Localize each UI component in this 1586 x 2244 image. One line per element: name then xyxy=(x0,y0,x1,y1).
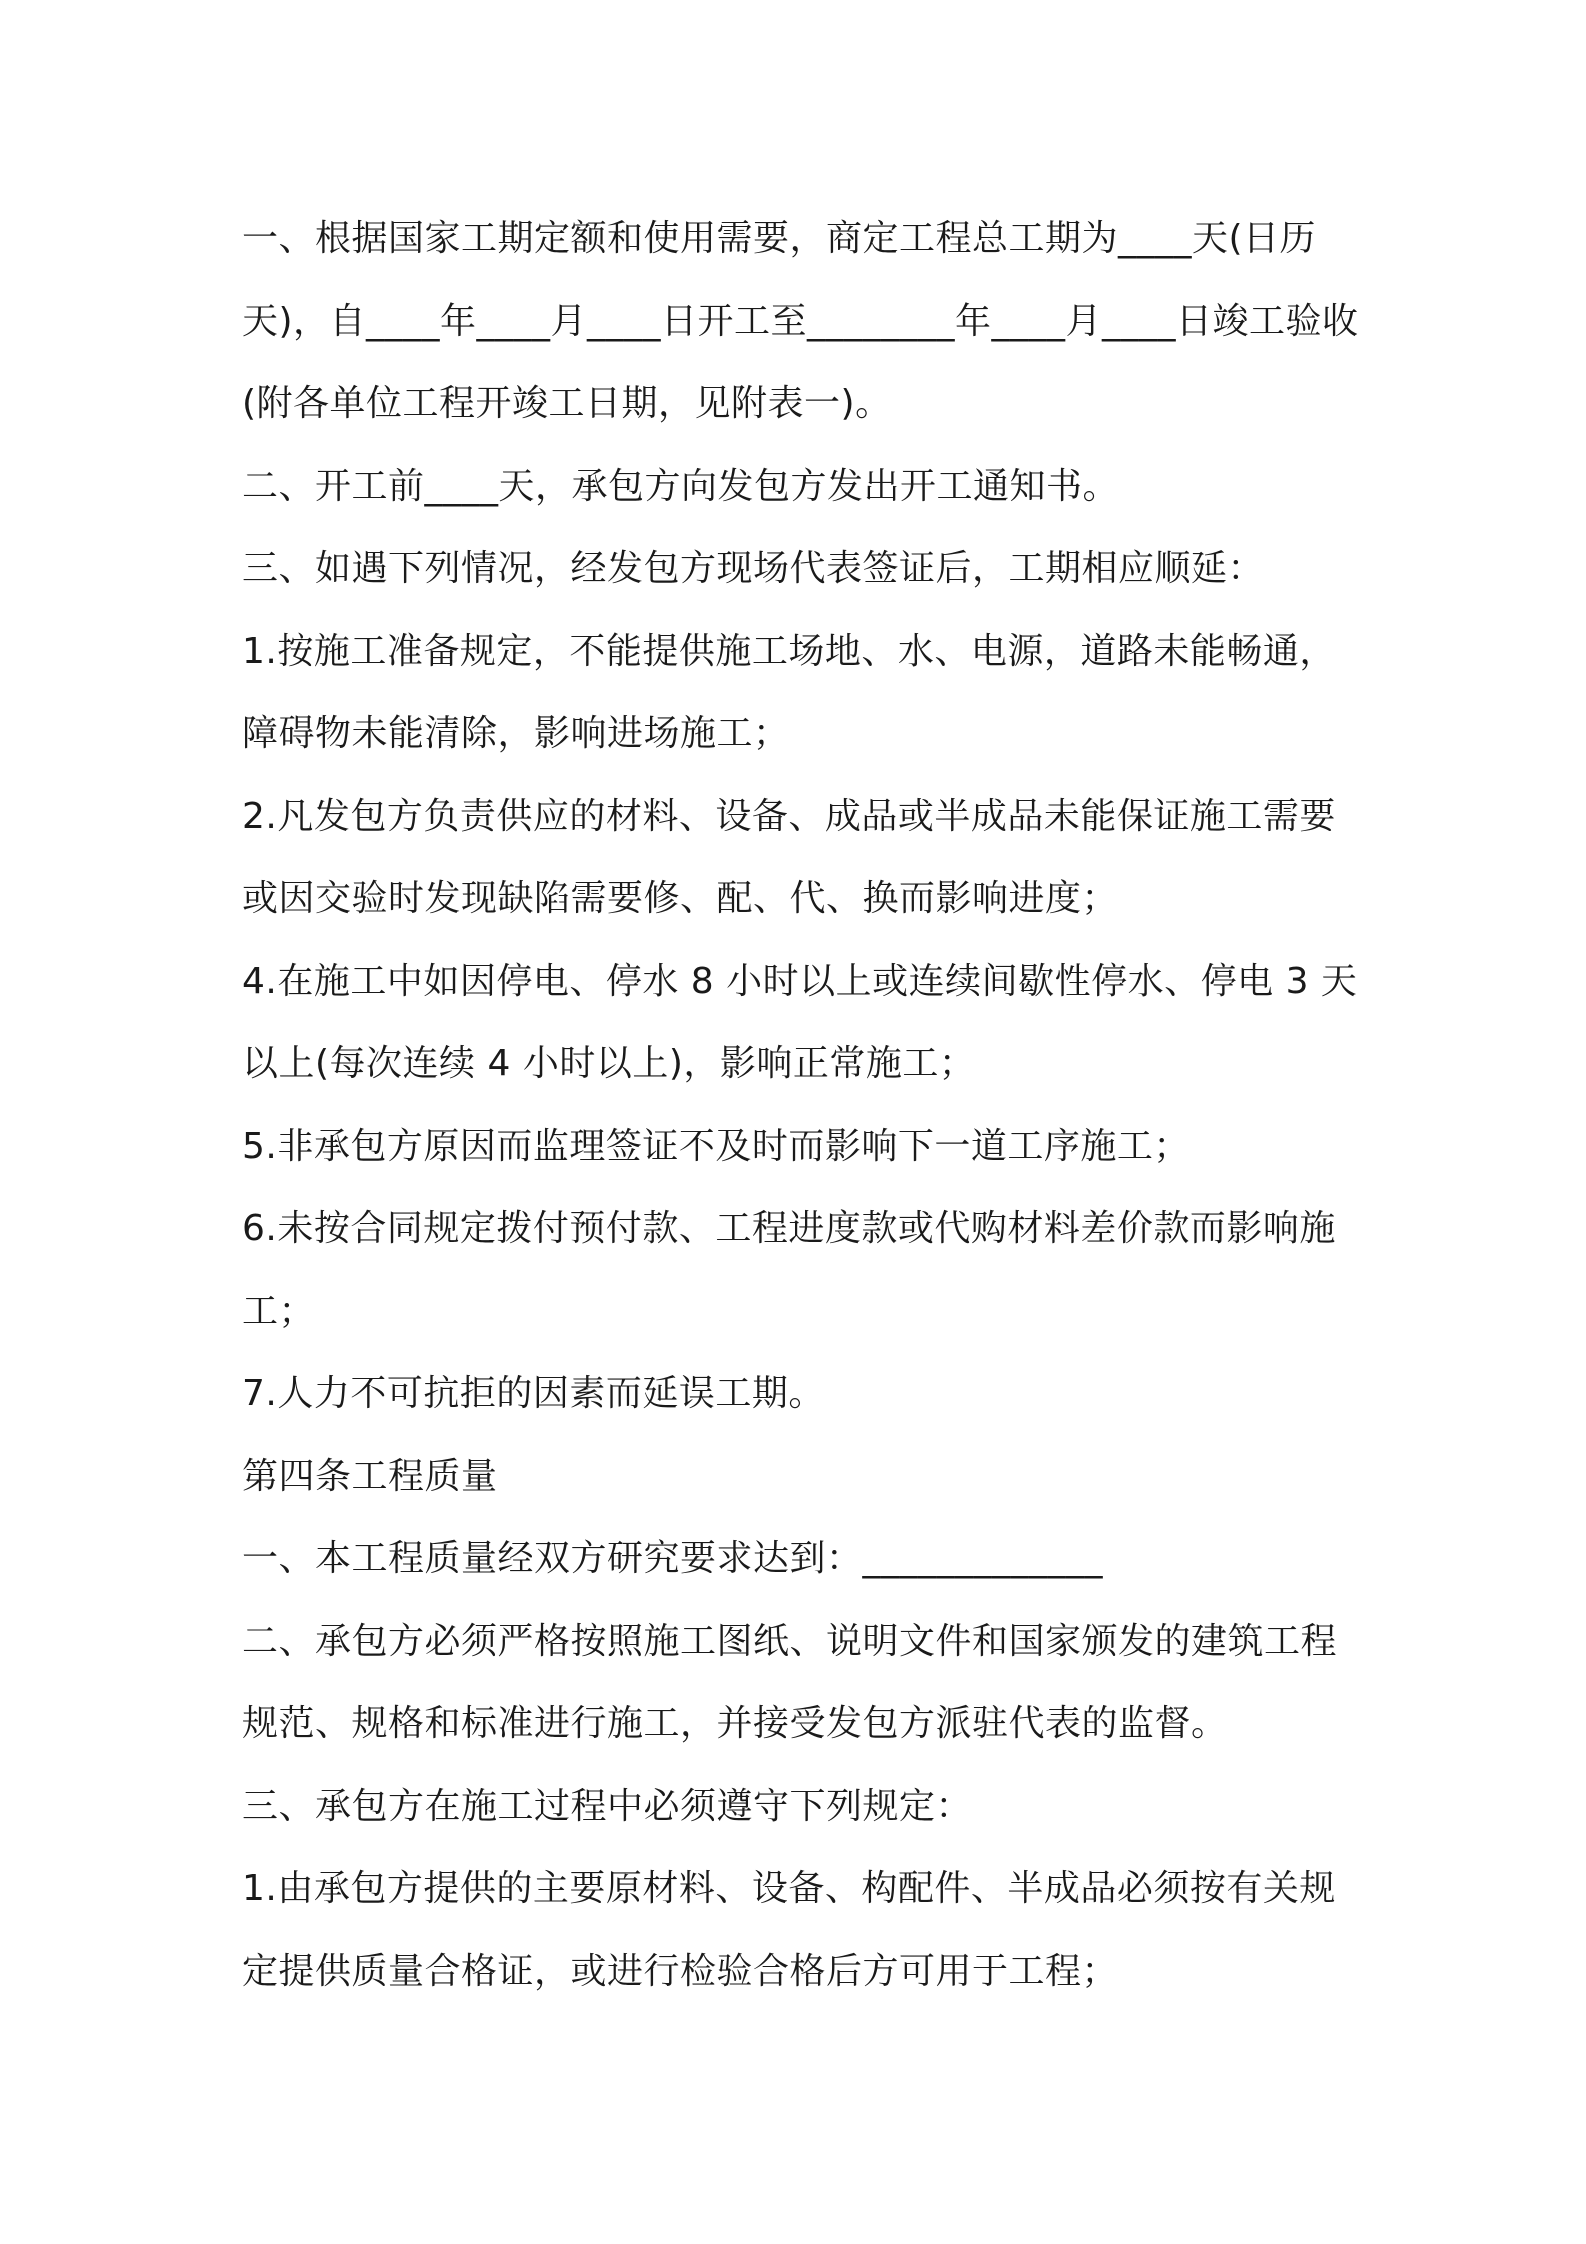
clause-paragraph: 一、本工程质量经双方研究要求达到：_____________ xyxy=(242,1538,1104,1579)
list-item: 6.未按合同规定拨付预付款、工程进度款或代购材料差价款而影响施工； xyxy=(242,1208,1336,1332)
clause-paragraph: 二、承包方必须严格按照施工图纸、说明文件和国家颁发的建筑工程规范、规格和标准进行施工，并接受发包方派驻代表的监督。 xyxy=(242,1620,1338,1744)
list-item: 1.由承包方提供的主要原材料、设备、构配件、半成品必须按有关规定提供质量合格证，或进行检验合格后方可用于工程； xyxy=(242,1868,1336,1992)
document-page xyxy=(242,198,1362,2013)
clause-paragraph: 三、承包方在施工过程中必须遵守下列规定： xyxy=(242,1785,973,1827)
list-item: 1.按施工准备规定，不能提供施工场地、水、电源，道路未能畅通，障碍物未能清除，影响进场施工； xyxy=(242,630,1336,754)
list-item: 7.人力不可抗拒的因素而延误工期。 xyxy=(242,1373,825,1414)
section-heading: 第四条工程质量 xyxy=(242,1455,498,1497)
clause-paragraph: 三、如遇下列情况，经发包方现场代表签证后，工期相应顺延： xyxy=(242,548,1265,589)
clause-paragraph: 一、根据国家工期定额和使用需要，商定工程总工期为____天(日历天)，自____年____月____日开工至________年____月____日竣工验收(附各单位工程开竣工日期，见附表一)。 xyxy=(242,218,1359,424)
clause-paragraph: 二、开工前____天，承包方向发包方发出开工通知书。 xyxy=(242,465,1120,507)
list-item: 2.凡发包方负责供应的材料、设备、成品或半成品未能保证施工需要或因交验时发现缺陷需要修、配、代、换而影响进度； xyxy=(242,795,1336,919)
list-item: 5.非承包方原因而监理签证不及时而影响下一道工序施工； xyxy=(242,1125,1190,1167)
list-item: 4.在施工中如因停电、停水 8 小时以上或连续间歇性停水、停电 3 天以上(每次连续 4 小时以上)，影响正常施工； xyxy=(242,960,1358,1084)
